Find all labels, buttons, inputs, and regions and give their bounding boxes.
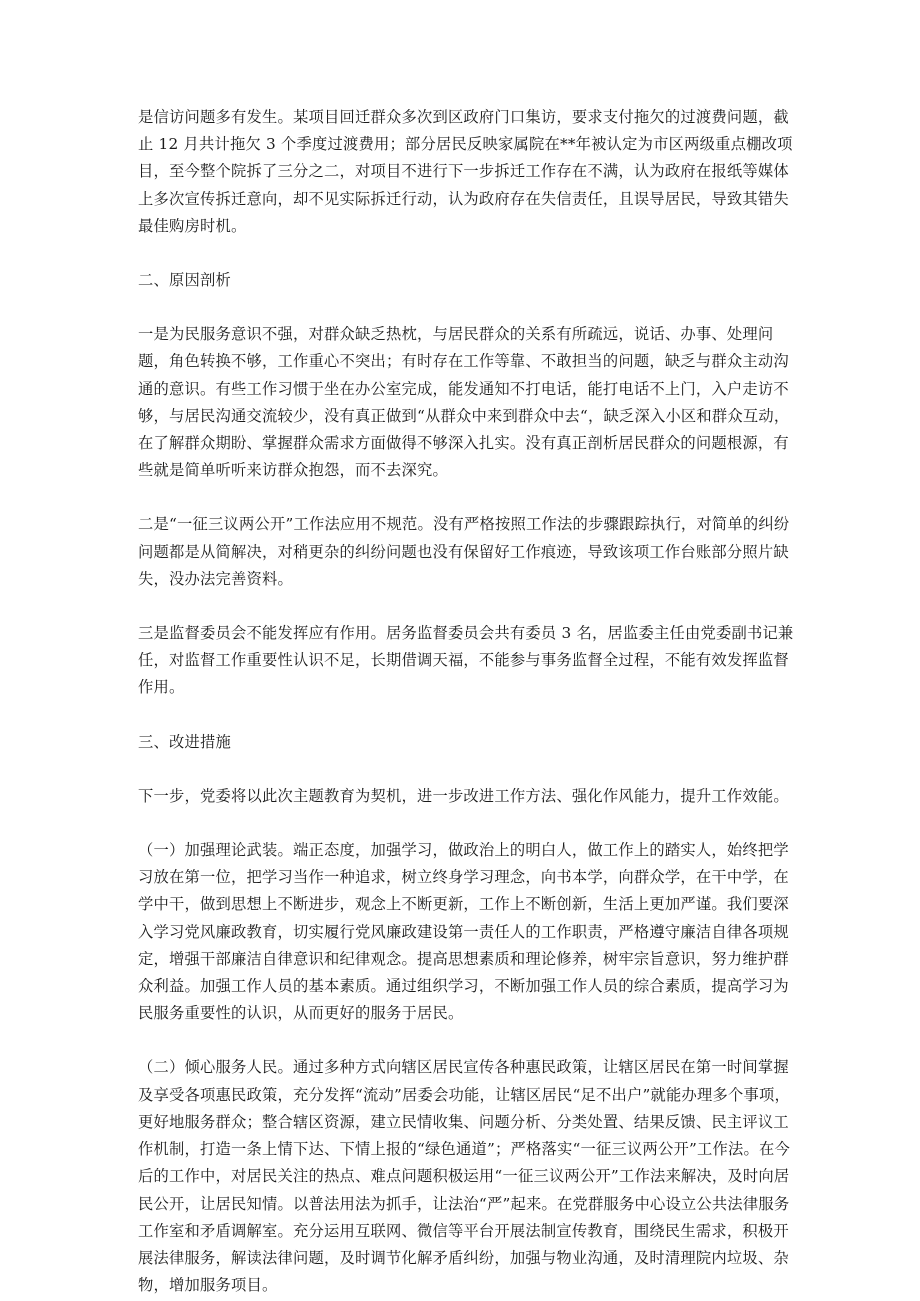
paragraph-next-step: 下一步，党委将以此次主题教育为契机，进一步改进工作方法、强化作风能力，提升工作效能。 bbox=[138, 786, 789, 805]
paragraph-petition-issues: 是信访问题多有发生。某项目回迁群众多次到区政府门口集访，要求支付拖欠的过渡费问题，截止 12 月共计拖欠 3 个季度过渡费用；部分居民反映家属院在**年被认定为市区两级重点棚改项目，至今整个院拆了三分之二，对项目不进行下一步拆迁工作存在不满，认为政府在报纸等媒体上多次宣传拆迁意向，却不见实际拆迁行动，认为政府存在失信责任，且误导居民，导致其错失最佳购房时机。 bbox=[138, 108, 793, 235]
paragraph-measure-one: （一）加强理论武装。端正态度，加强学习，做政治上的明白人，做工作上的踏实人，始终把学习放在第一位，把学习当作一种追求，树立终身学习理念，向书本学，向群众学，在干中学，在学中干，做到思想上不断进步，观念上不断更新，工作上不断创新，生活上更加严谨。我们要深入学习党风廉政教育，切实履行党风廉政建设第一责任人的工作职责，严格遵守廉洁自律各项规定，增强干部廉洁自律意识和纪律观念。提高思想素质和理论修养，树牢宗旨意识，努力维护群众利益。加强工作人员的基本素质。通过组织学习，不断加强工作人员的综合素质，提高学习为民服务重要性的认识，从而更好的服务于居民。 bbox=[138, 841, 789, 1023]
section-heading-improvement-measures: 三、改进措施 bbox=[138, 732, 231, 751]
paragraph-cause-three: 三是监督委员会不能发挥应有作用。居务监督委员会共有委员 3 名，居监委主任由党委副书记兼任，对监督工作重要性认识不足，长期借调天福，不能参与事务监督全过程，不能有效发挥监督作用。 bbox=[138, 624, 794, 697]
paragraph-cause-one: 一是为民服务意识不强，对群众缺乏热枕，与居民群众的关系有所疏远，说话、办事、处理问题，角色转换不够，工作重心不突出；有时存在工作等靠、不敢担当的问题，缺乏与群众主动沟通的意识。有些工作习惯于坐在办公室完成，能发通知不打电话，能打电话不上门，入户走访不够，与居民沟通交流较少，没有真正做到“从群众中来到群众中去“，缺乏深入小区和群众互动，在了解群众期盼、掌握群众需求方面做得不够深入扎实。没有真正剖析居民群众的问题根源，有些就是简单听听来访群众抱怨，而不去深究。 bbox=[138, 325, 790, 480]
paragraph-measure-two: （二）倾心服务人民。通过多种方式向辖区居民宣传各种惠民政策，让辖区居民在第一时间掌握及享受各项惠民政策，充分发挥“流动”居委会功能，让辖区居民“足不出户”就能办理多个事项，更好地服务群众；整合辖区资源，建立民情收集、问题分析、分类处置、结果反馈、民主评议工作机制，打造一条上情下达、下情上报的“绿色通道”；严格落实“一征三议两公开”工作法。在今后的工作中，对居民关注的热点、难点问题积极运用“一征三议两公开”工作法来解决，及时向居民公开，让居民知情。以普法用法为抓手，让法治“严”起来。在党群服务中心设立公共法律服务工作室和矛盾调解室。充分运用互联网、微信等平台开展法制宣传教育，围绕民生需求，积极开展法律服务，解读法律问题，及时调节化解矛盾纠纷，加强与物业沟通，及时清理院内垃圾、杂物，增加服务项目。 bbox=[138, 1058, 790, 1295]
section-heading-cause-analysis: 二、原因剖析 bbox=[138, 271, 231, 290]
document-body bbox=[138, 104, 798, 1299]
paragraph-cause-two: 二是“一征三议两公开”工作法应用不规范。没有严格按照工作法的步骤跟踪执行，对简单的纠纷问题都是从简解决，对稍更杂的纠纷问题也没有保留好工作痕迹，导致该项工作台账部分照片缺失，没办法完善资料。 bbox=[138, 515, 790, 588]
